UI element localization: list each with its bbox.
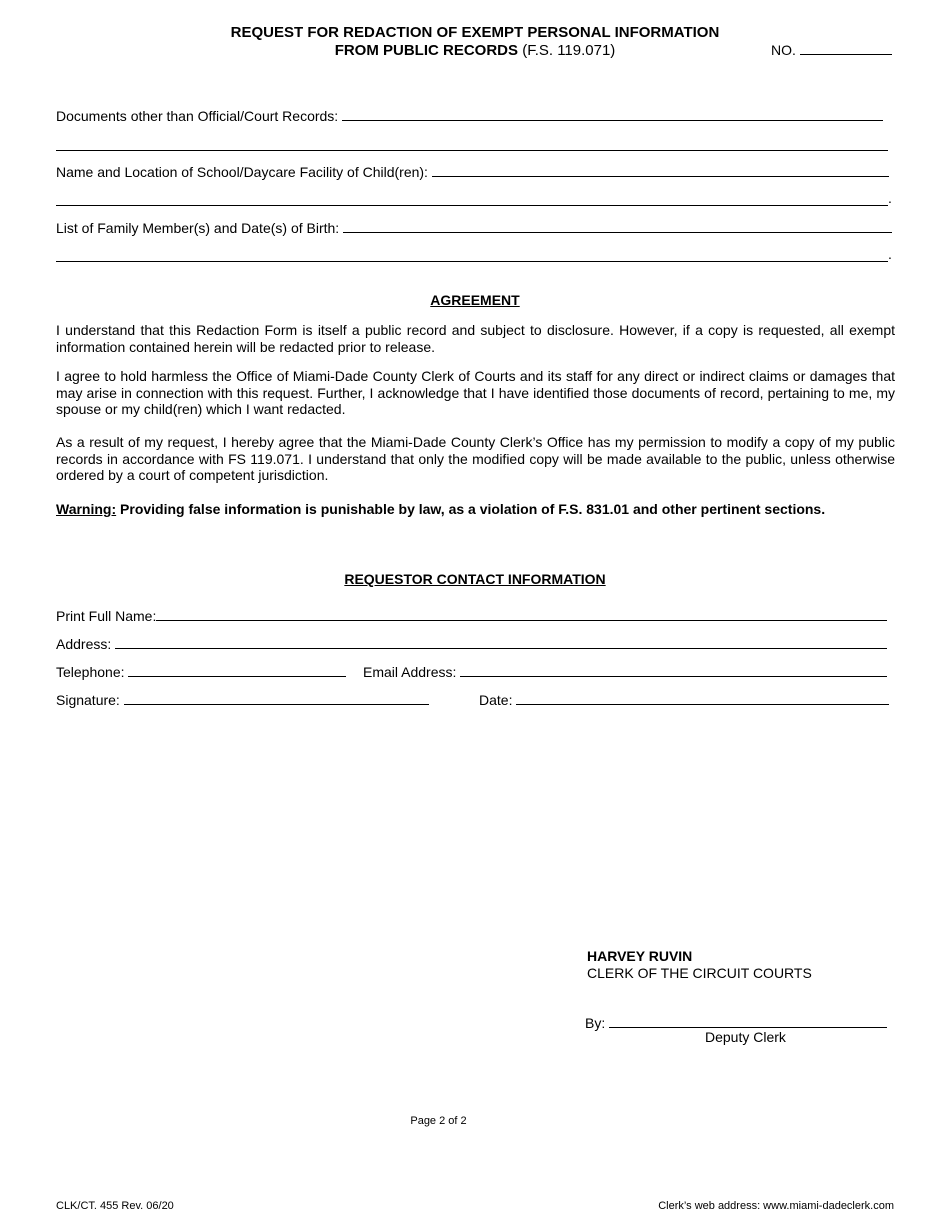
- clerk-title: CLERK OF THE CIRCUIT COURTS: [587, 965, 812, 981]
- telephone-line[interactable]: [128, 662, 346, 677]
- family-line[interactable]: [343, 218, 892, 233]
- email-line[interactable]: [460, 662, 887, 677]
- deputy-signature-line[interactable]: [609, 1013, 887, 1028]
- print-name-line[interactable]: [156, 606, 887, 621]
- address-line[interactable]: [115, 634, 887, 649]
- clerk-web-address: Clerk’s web address: www.miami-dadeclerk.com: [658, 1200, 894, 1212]
- documents-field[interactable]: Documents other than Official/Court Records:: [56, 106, 883, 124]
- school-period: .: [888, 190, 892, 206]
- documents-line[interactable]: [342, 106, 883, 121]
- agreement-paragraph-2: I agree to hold harmless the Office of Miami-Dade County Clerk of Courts and its staff for any direct or indirect claims or damages that may arise in connection with this request. Further, I acknowledge that I have identified those documents of record, pertaining to me, my spouse or my child(ren) which I want redacted.: [56, 368, 895, 417]
- family-field[interactable]: List of Family Member(s) and Date(s) of Birth:: [56, 218, 892, 236]
- date-field[interactable]: Date:: [479, 690, 889, 708]
- documents-continuation-line[interactable]: [56, 150, 888, 151]
- school-line[interactable]: [432, 162, 889, 177]
- deputy-clerk-label: Deputy Clerk: [705, 1029, 786, 1045]
- form-title-line2: FROM PUBLIC RECORDS (F.S. 119.071): [334, 42, 616, 59]
- deputy-signature-field[interactable]: By:: [585, 1013, 887, 1031]
- form-number-line[interactable]: [800, 40, 892, 55]
- page-number: Page 2 of 2: [410, 1115, 467, 1127]
- family-continuation-line[interactable]: [56, 261, 888, 262]
- form-id: CLK/CT. 455 Rev. 06/20: [56, 1200, 174, 1212]
- family-period: .: [888, 246, 892, 262]
- address-field[interactable]: Address:: [56, 634, 887, 652]
- email-field[interactable]: Email Address:: [363, 662, 887, 680]
- signature-field[interactable]: Signature:: [56, 690, 429, 708]
- agreement-paragraph-1: I understand that this Redaction Form is itself a public record and subject to disclosure. However, if a copy is requested, all exempt information contained herein will be redacted prior to release.: [56, 322, 895, 355]
- print-name-field[interactable]: Print Full Name:: [56, 606, 887, 624]
- agreement-heading: AGREEMENT: [430, 292, 520, 308]
- clerk-name: HARVEY RUVIN: [587, 948, 693, 964]
- contact-heading: REQUESTOR CONTACT INFORMATION: [344, 571, 606, 587]
- warning-statement: Warning: Providing false information is punishable by law, as a violation of F.S. 831.01 and other pertinent sections.: [56, 501, 826, 517]
- school-field[interactable]: Name and Location of School/Daycare Facility of Child(ren):: [56, 162, 889, 180]
- school-continuation-line[interactable]: [56, 205, 888, 206]
- telephone-field[interactable]: Telephone:: [56, 662, 346, 680]
- form-title-line1: REQUEST FOR REDACTION OF EXEMPT PERSONAL INFORMATION: [230, 24, 720, 41]
- signature-line[interactable]: [124, 690, 429, 705]
- agreement-paragraph-3: As a result of my request, I hereby agree that the Miami-Dade County Clerk’s Office has my permission to modify a copy of my public records in accordance with FS 119.071. I understand that only the modified copy will be made available to the public, unless otherwise ordered by a court of competent jurisdiction.: [56, 434, 895, 483]
- form-number-field[interactable]: NO.: [771, 40, 892, 58]
- date-line[interactable]: [516, 690, 889, 705]
